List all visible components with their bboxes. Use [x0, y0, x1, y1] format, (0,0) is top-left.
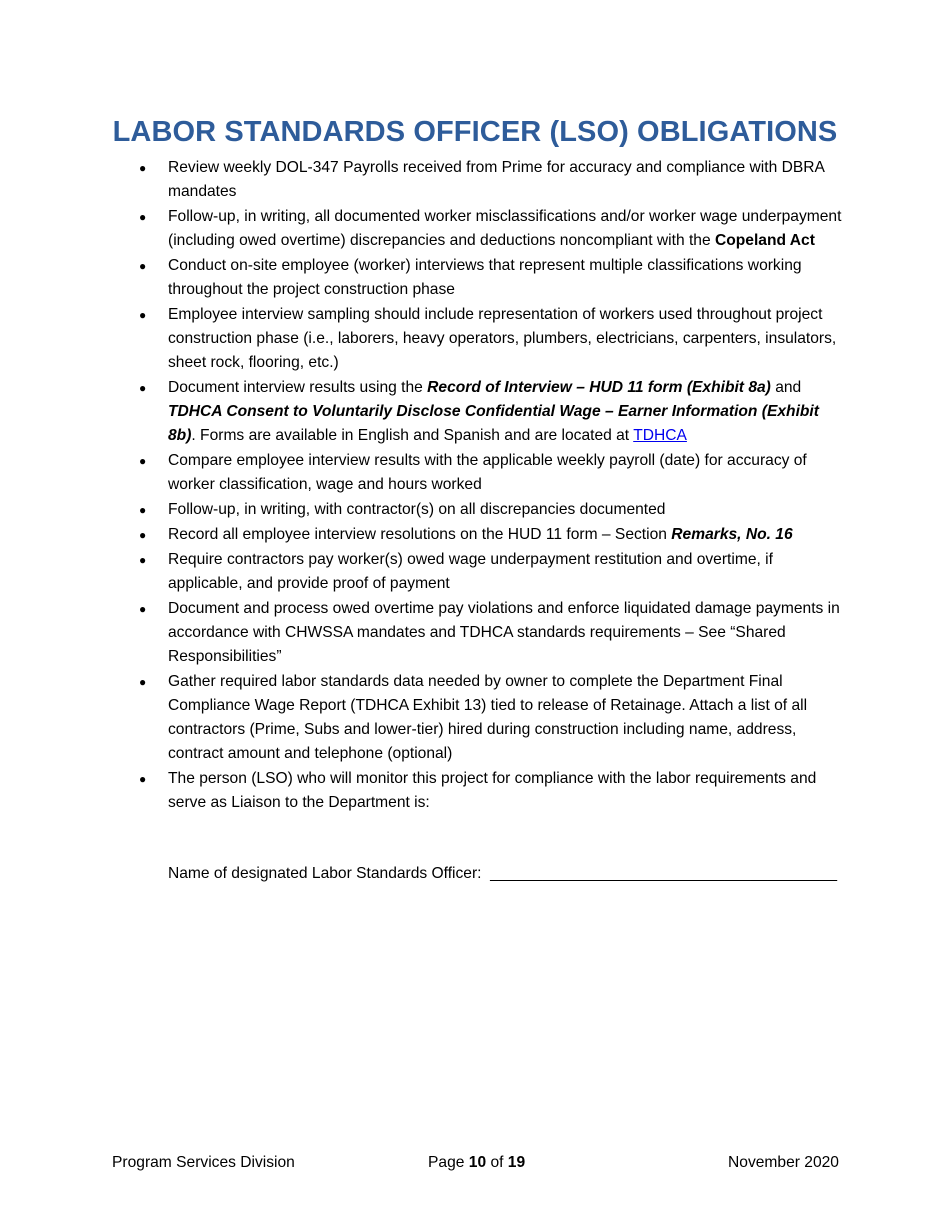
designated-lso-blank[interactable]: ________________________________________ [490, 865, 838, 882]
item-text: Compare employee interview results with the applicable weekly payroll (date) for accuracy of worker classification, wage and hours worked [168, 452, 807, 493]
footer-division: Program Services Division [112, 1154, 295, 1171]
designated-lso-label: Name of designated Labor Standards Officer: [168, 865, 491, 882]
item-text: . Forms are available in English and Spanish and are located at [191, 427, 634, 444]
item-text: Gather required labor standards data needed by owner to complete the Department Final Compliance Wage Report (TDHCA Exhibit 13) tied to release of Retainage. Attach a list of all contractors (Prime, Subs and lower-tier) hired during construction including name, address, contract amount and telephone (optional) [168, 673, 808, 762]
item-text: Follow-up, in writing, with contractor(s) on all discrepancies documented [168, 501, 666, 518]
bullet-icon: ● [139, 161, 147, 175]
footer-page-current: 10 [468, 1154, 487, 1171]
bullet-icon: ● [139, 259, 147, 273]
list-item [139, 597, 843, 669]
list-item [139, 254, 843, 302]
bullet-icon: ● [139, 553, 147, 567]
footer-date: November 2020 [728, 1154, 839, 1171]
list-item [139, 548, 843, 596]
list-item [139, 449, 843, 497]
list-item [139, 205, 843, 253]
designated-lso-line [168, 862, 837, 886]
tdhca-consent-form-reference: TDHCA Consent to Voluntarily Disclose Confidential Wage – Earner Information (Exhibit 8b) [168, 403, 819, 444]
item-text: Require contractors pay worker(s) owed wage underpayment restitution and overtime, if applicable, and provide proof of payment [168, 551, 773, 592]
list-item [139, 303, 843, 375]
bullet-icon: ● [139, 308, 147, 322]
bullet-icon: ● [139, 503, 147, 517]
bullet-icon: ● [139, 675, 147, 689]
item-text: Record all employee interview resolutions on the HUD 11 form – Section [168, 526, 672, 543]
list-item [139, 498, 843, 522]
item-text: Follow-up, in writing, all documented worker misclassifications and/or worker wage underpayment (including owed overtime) discrepancies and deductions noncompliant with the [168, 208, 842, 249]
footer-of-word: of [486, 1154, 508, 1171]
item-text: Review weekly DOL-347 Payrolls received from Prime for accuracy and compliance with DBRA mandates [168, 159, 825, 200]
list-item [139, 376, 843, 448]
item-text: Document and process owed overtime pay violations and enforce liquidated damage payments in accordance with CHWSSA mandates and TDHCA standards requirements – See “Shared Responsibilities” [168, 600, 840, 665]
footer-page-number [428, 1151, 525, 1175]
bullet-icon: ● [139, 210, 147, 224]
bullet-icon: ● [139, 381, 147, 395]
footer-page-word: Page [428, 1154, 469, 1171]
tdhca-link[interactable]: TDHCA [633, 427, 687, 444]
footer-page-total: 19 [507, 1154, 526, 1171]
list-item [139, 523, 843, 547]
list-item [139, 670, 843, 766]
list-item [139, 156, 843, 204]
bullet-icon: ● [139, 602, 147, 616]
bullet-icon: ● [139, 528, 147, 542]
copeland-act-term: Copeland Act [714, 232, 815, 249]
page-title: LABOR STANDARDS OFFICER (LSO) OBLIGATIONS [112, 116, 838, 148]
item-text: The person (LSO) who will monitor this project for compliance with the labor requirements and serve as Liaison to the Department is: [168, 770, 817, 811]
hud-11-form-reference: Record of Interview – HUD 11 form (Exhibit 8a) [427, 379, 771, 396]
bullet-icon: ● [139, 454, 147, 468]
bullet-icon: ● [139, 772, 147, 786]
remarks-section-reference: Remarks, No. 16 [671, 526, 793, 543]
list-item [139, 767, 843, 815]
item-text: Document interview results using the [168, 379, 428, 396]
item-text: and [770, 379, 802, 396]
item-text: Conduct on-site employee (worker) interviews that represent multiple classifications working throughout the project construction phase [168, 257, 802, 298]
item-text: Employee interview sampling should include representation of workers used throughout project construction phase (i.e., laborers, heavy operators, plumbers, electricians, carpenters, insulators, sheet rock, flooring, etc.) [168, 306, 837, 371]
obligations-list [139, 156, 843, 816]
